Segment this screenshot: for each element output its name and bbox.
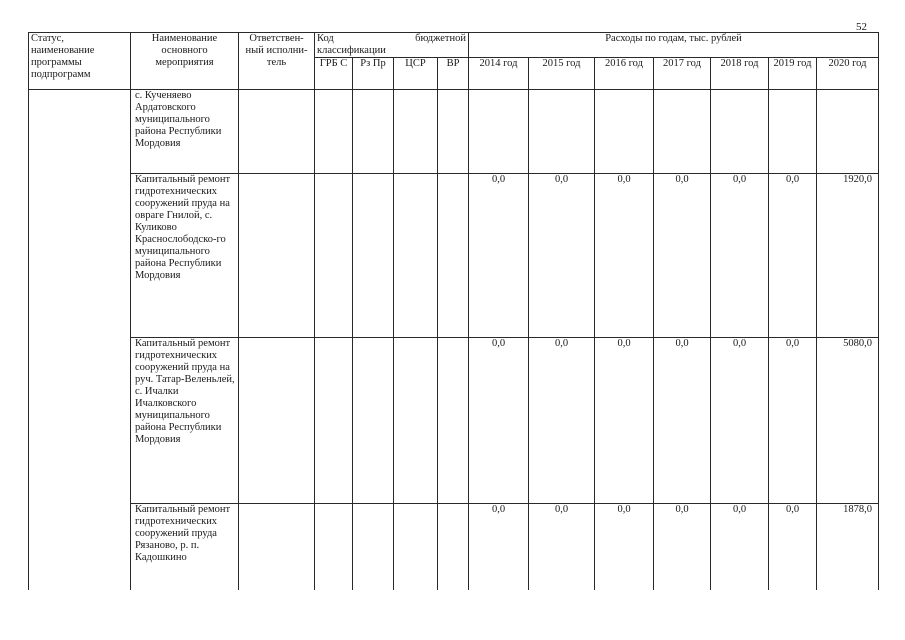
expense-cell: 0,0 — [654, 504, 711, 590]
expense-cell — [817, 90, 879, 174]
expense-cell: 0,0 — [711, 174, 769, 338]
header-row-top — [29, 33, 879, 58]
vr-cell — [438, 90, 469, 174]
grbs-cell — [315, 338, 353, 504]
grbs-cell — [315, 174, 353, 338]
csr-cell — [394, 504, 438, 590]
name-header: Наименование основного мероприятия — [131, 33, 239, 90]
year-header: 2016 год — [595, 58, 654, 90]
measure-name: Капитальный ремонт гидротехнических сооружений пруда на овраге Гнилой, с. Куликово Краснослободско-го муниципального района Республики Мордовия — [131, 174, 239, 338]
code-budget-label: бюджетной — [415, 33, 466, 44]
status-header: Статус, наименование программы подпрограмм — [29, 33, 131, 90]
status-cell — [29, 90, 131, 590]
expense-cell: 0,0 — [711, 504, 769, 590]
page-number: 52 — [856, 21, 867, 33]
expense-cell: 0,0 — [529, 338, 595, 504]
rzpr-cell — [353, 90, 394, 174]
expense-cell: 0,0 — [769, 174, 817, 338]
table-row — [29, 338, 879, 504]
expense-cell: 0,0 — [469, 338, 529, 504]
vr-cell — [438, 504, 469, 590]
expense-cell: 0,0 — [595, 338, 654, 504]
grbs-header: ГРБ С — [315, 58, 353, 90]
responsible-cell — [239, 338, 315, 504]
expense-cell: 0,0 — [595, 174, 654, 338]
expense-cell: 1920,0 — [817, 174, 879, 338]
vr-header: ВР — [438, 58, 469, 90]
rzpr-header: Рз Пр — [353, 58, 394, 90]
code-label: Код — [317, 33, 334, 44]
year-header: 2017 год — [654, 58, 711, 90]
expenses-header: Расходы по годам, тыс. рублей — [469, 33, 879, 58]
year-header: 2019 год — [769, 58, 817, 90]
expense-cell: 0,0 — [711, 338, 769, 504]
expense-cell — [469, 90, 529, 174]
year-header: 2020 год — [817, 58, 879, 90]
vr-cell — [438, 338, 469, 504]
expense-cell — [711, 90, 769, 174]
year-header: 2014 год — [469, 58, 529, 90]
expense-cell: 0,0 — [595, 504, 654, 590]
year-header: 2018 год — [711, 58, 769, 90]
measure-name: Капитальный ремонт гидротехнических сооружений пруда на руч. Татар-Веленьлей, с. Ичалки Ичалковского муниципального района Республики Мордовия — [131, 338, 239, 504]
responsible-cell — [239, 504, 315, 590]
expense-cell: 0,0 — [469, 504, 529, 590]
expense-cell: 0,0 — [654, 338, 711, 504]
measure-name: Капитальный ремонт гидротехнических сооружений пруда Рязаново, р. п. Кадошкино — [131, 504, 239, 590]
grbs-cell — [315, 90, 353, 174]
responsible-header: Ответствен-ный исполни-тель — [239, 33, 315, 90]
rzpr-cell — [353, 174, 394, 338]
table-row — [29, 174, 879, 338]
expense-cell: 1878,0 — [817, 504, 879, 590]
csr-cell — [394, 174, 438, 338]
expense-cell — [654, 90, 711, 174]
expense-cell — [529, 90, 595, 174]
measure-name: с. Кученяево Ардатовского муниципального района Республики Мордовия — [131, 90, 239, 174]
vr-cell — [438, 174, 469, 338]
expense-cell — [595, 90, 654, 174]
csr-header: ЦСР — [394, 58, 438, 90]
responsible-cell — [239, 90, 315, 174]
csr-cell — [394, 338, 438, 504]
budget-table — [28, 32, 879, 590]
expense-cell: 5080,0 — [817, 338, 879, 504]
expense-cell: 0,0 — [769, 504, 817, 590]
expense-cell: 0,0 — [769, 338, 817, 504]
csr-cell — [394, 90, 438, 174]
year-header: 2015 год — [529, 58, 595, 90]
table-row — [29, 504, 879, 590]
expense-cell: 0,0 — [529, 504, 595, 590]
budget-code-header — [315, 33, 469, 58]
expense-cell: 0,0 — [529, 174, 595, 338]
expense-cell — [769, 90, 817, 174]
rzpr-cell — [353, 504, 394, 590]
grbs-cell — [315, 504, 353, 590]
rzpr-cell — [353, 338, 394, 504]
classification-label: классификации — [317, 45, 386, 56]
table-row — [29, 90, 879, 174]
expense-cell: 0,0 — [654, 174, 711, 338]
expense-cell: 0,0 — [469, 174, 529, 338]
responsible-cell — [239, 174, 315, 338]
